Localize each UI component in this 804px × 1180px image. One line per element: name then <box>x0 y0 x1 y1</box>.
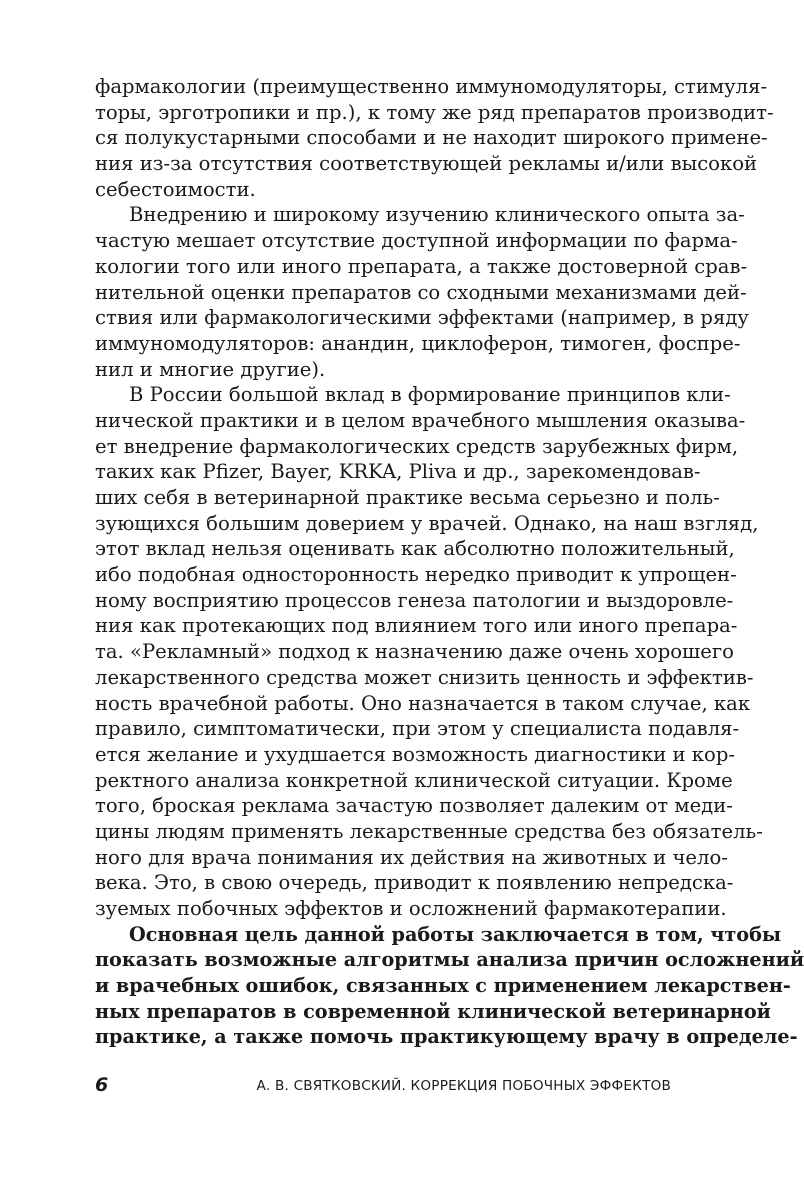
text-line: ных препаратов в современной клинической ветеринарной <box>95 999 771 1023</box>
text-line: иммуномодуляторов: анандин, циклоферон, тимоген, фоспре- <box>95 331 741 355</box>
paragraph <box>95 74 774 202</box>
text-line: того, броская реклама зачастую позволяет далеким от меди- <box>95 794 733 818</box>
text-line: ректного анализа конкретной клинической ситуации. Кроме <box>95 768 733 792</box>
text-line: ших себя в ветеринарной практике весьма серьезно и поль- <box>95 486 720 509</box>
running-title: А. В. СВЯТКОВСКИЙ. КОРРЕКЦИЯ ПОБОЧНЫХ ЭФФЕКТОВ <box>256 1078 671 1094</box>
paragraph <box>95 202 749 382</box>
text-line: нил и многие другие). <box>95 357 326 381</box>
text-line: торы, эрготропики и пр.), к тому же ряд препаратов производит- <box>95 100 774 124</box>
text-line: В России большой вклад в формирование принципов кли- <box>129 383 731 407</box>
text-line: зующихся большим доверием у врачей. Однако, на наш взгляд, <box>95 511 759 535</box>
text-line: показать возможные алгоритмы анализа причин осложнений <box>95 948 804 972</box>
text-line: ибо подобная односторонность нередко приводит к упрощен- <box>95 563 737 587</box>
text-line: фармакологии (преимущественно иммуномодуляторы, стимуля- <box>95 75 768 98</box>
text-line: Основная цель данной работы заключается в том, чтобы <box>129 922 782 946</box>
page-number: 6 <box>95 1074 109 1096</box>
text-line: зуемых побочных эффектов и осложнений фармакотерапии. <box>95 897 727 920</box>
text-line: кологии того или иного препарата, а также достоверной срав- <box>95 254 748 278</box>
text-line: нической практики и в целом врачебного мышления оказыва- <box>95 408 746 432</box>
text-line: практике, а также помочь практикующему врачу в определе- <box>95 1025 798 1049</box>
text-line: ния как протекающих под влиянием того или иного препара- <box>95 614 738 638</box>
text-line: Внедрению и широкому изучению клинического опыта за- <box>129 203 745 227</box>
text-line: ется желание и ухудшается возможность диагностики и кор- <box>95 742 736 766</box>
text-line: нительной оценки препаратов со сходными механизмами дей- <box>95 280 747 304</box>
text-line: правило, симптоматически, при этом у специалиста подавля- <box>95 717 740 741</box>
text-line: и врачебных ошибок, связанных с применением лекарствен- <box>95 974 791 998</box>
text-line: ного для врача понимания их действия на животных и чело- <box>95 845 728 869</box>
text-line: ся полукустарными способами и не находит широкого примене- <box>95 126 768 150</box>
bold-paragraph <box>95 922 804 1050</box>
text-line: этот вклад нельзя оценивать как абсолютно положительный, <box>95 537 735 561</box>
text-line: таких как Pfizer, Bayer, KRKA, Pliva и др., зарекомендовав- <box>95 460 701 484</box>
text-line: цины людям применять лекарственные средства без обязатель- <box>95 819 763 843</box>
text-line: частую мешает отсутствие доступной информации по фарма- <box>95 229 738 253</box>
page-body <box>95 74 804 1050</box>
page-footer <box>95 1074 671 1098</box>
text-line: века. Это, в свою очередь, приводит к появлению непредска- <box>95 871 734 895</box>
text-line: ность врачебной работы. Оно назначается в таком случае, как <box>95 691 751 715</box>
text-line: ствия или фармакологическими эффектами (например, в ряду <box>95 306 749 330</box>
text-line: ет внедрение фармакологических средств зарубежных фирм, <box>95 434 739 458</box>
text-line: ния из-за отсутствия соответствующей рекламы и/или высокой <box>95 152 758 176</box>
text-line: себестоимости. <box>95 177 256 201</box>
text-line: та. «Рекламный» подход к назначению даже очень хорошего <box>95 640 734 664</box>
text-line: ному восприятию процессов генеза патологии и выздоровле- <box>95 588 734 612</box>
paragraph <box>95 382 763 921</box>
text-line: лекарственного средства может снизить ценность и эффектив- <box>95 665 754 689</box>
